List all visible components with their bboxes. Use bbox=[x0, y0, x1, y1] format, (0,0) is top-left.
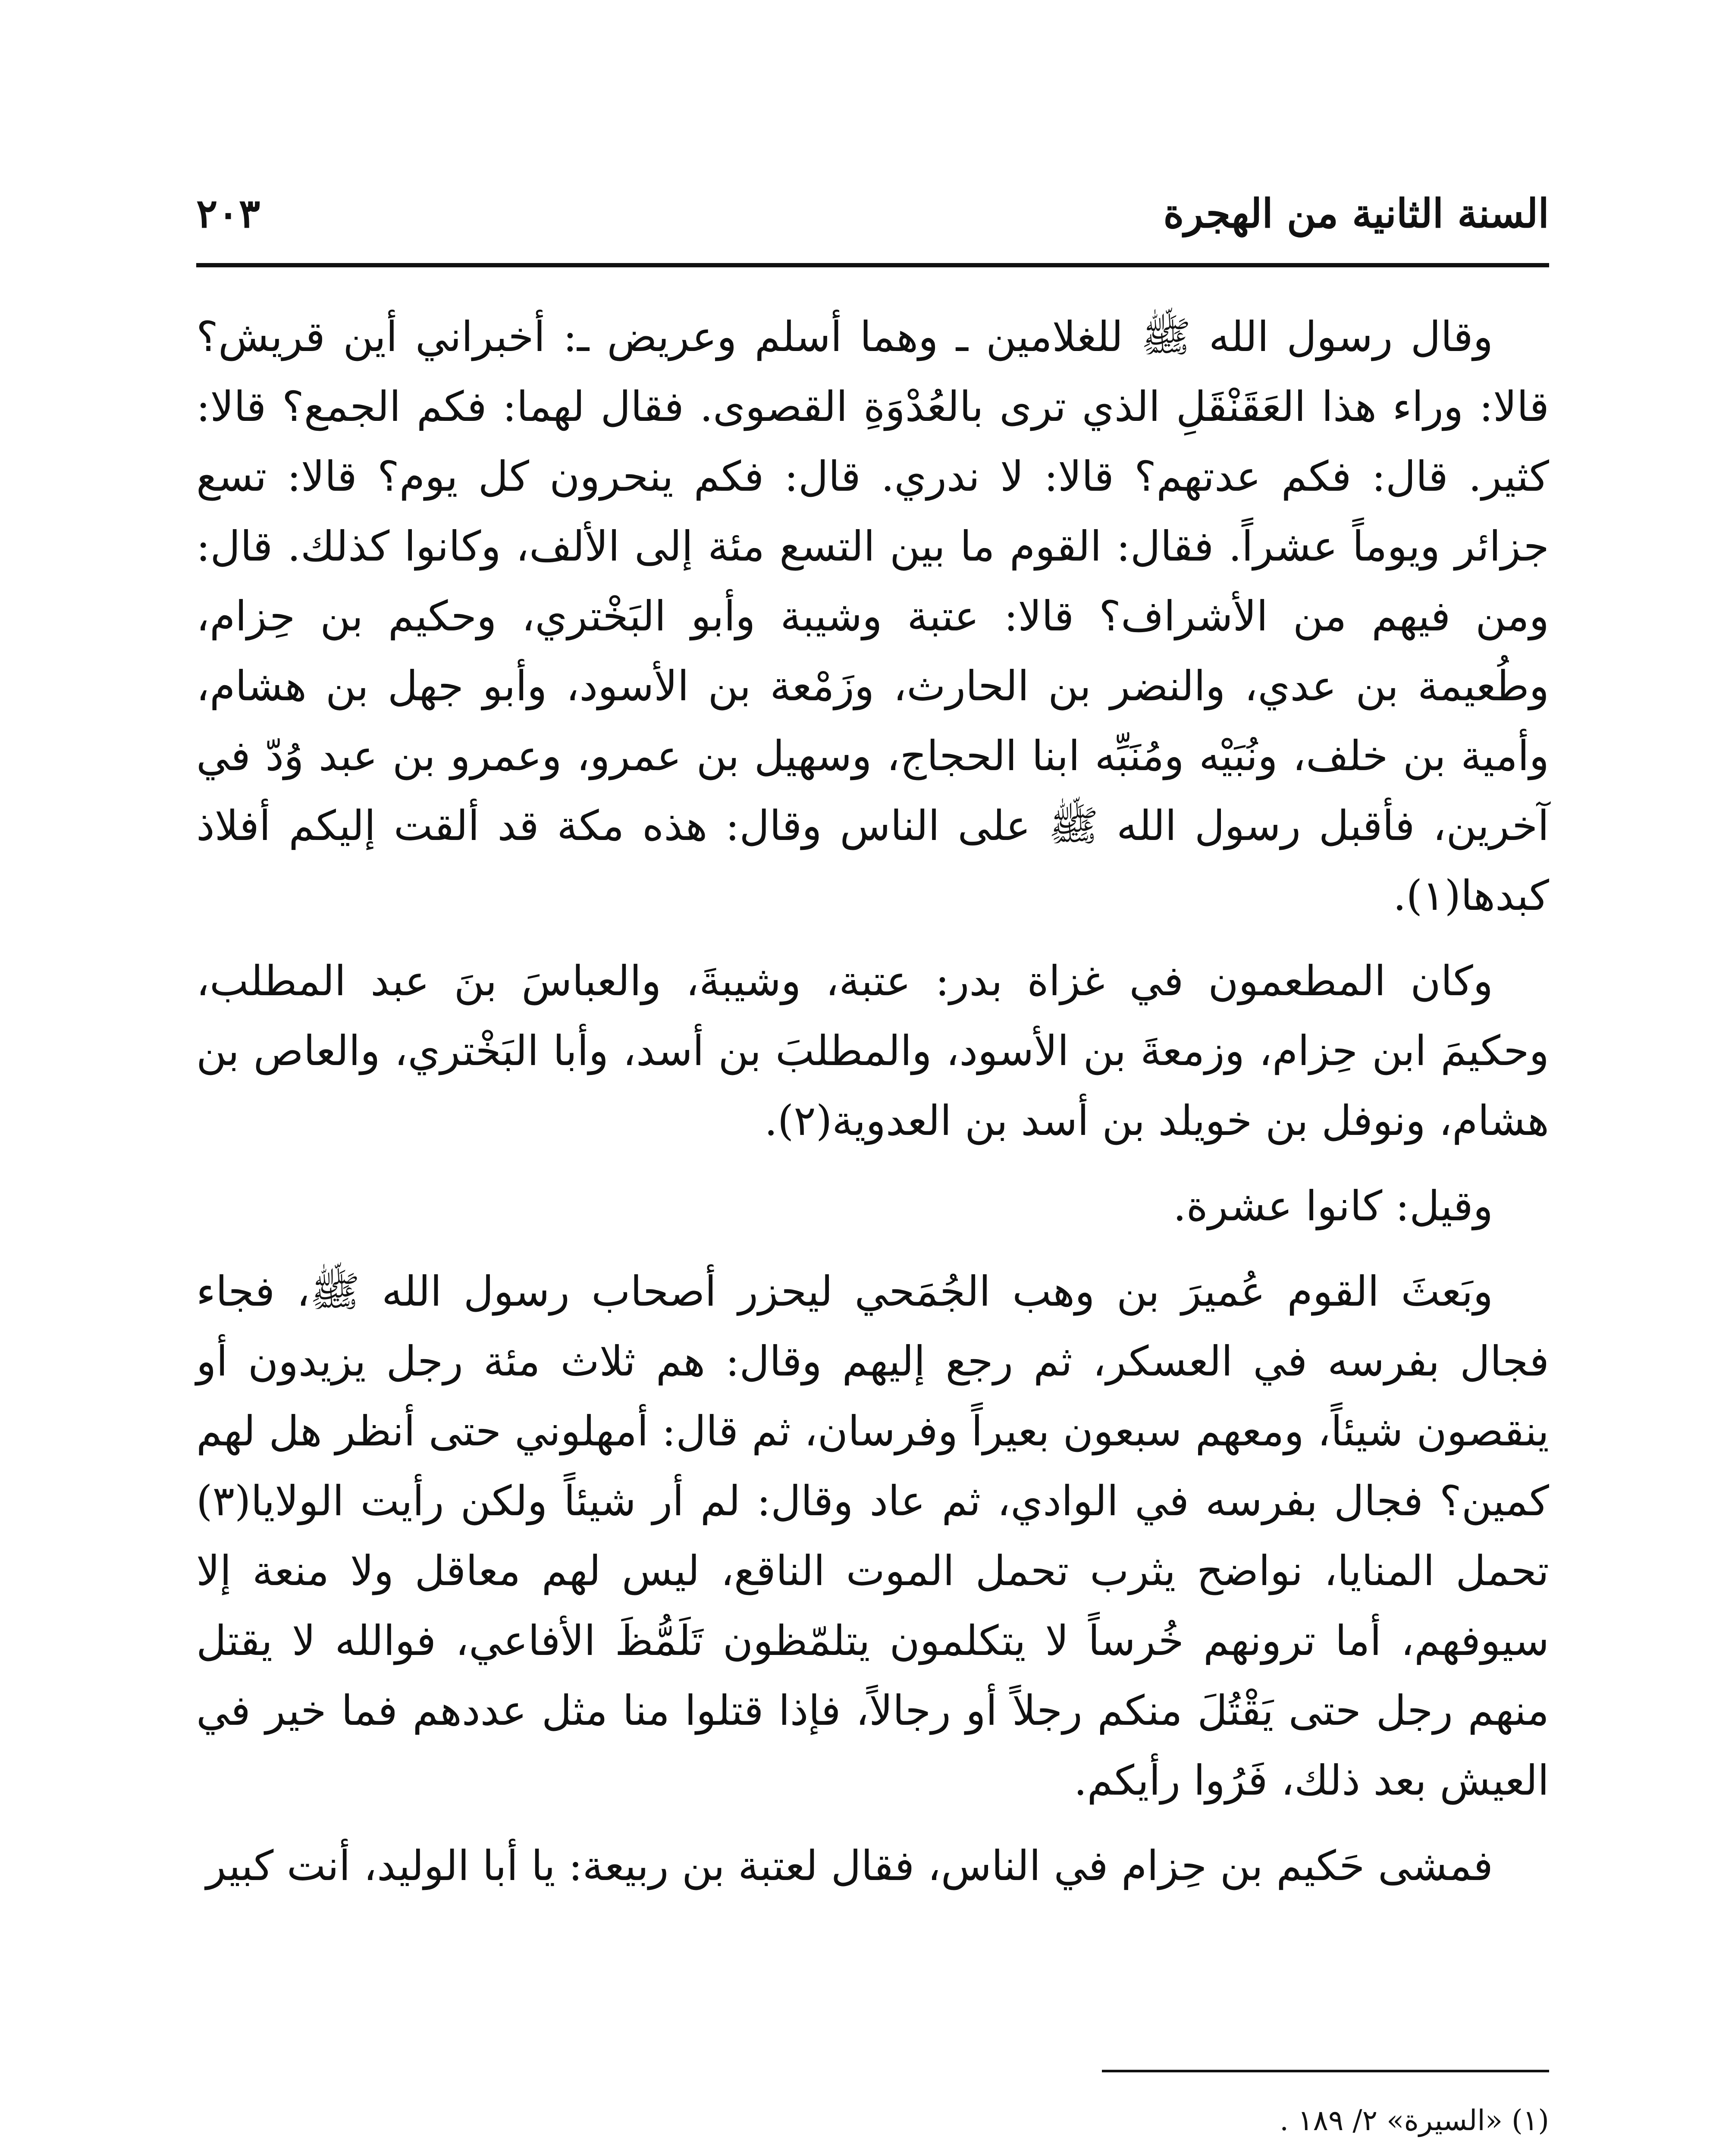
footnotes bbox=[196, 2096, 1549, 2156]
footnote-1: (١) «السيرة» ٢/ ١٨٩ . bbox=[1280, 2104, 1549, 2137]
page-header bbox=[196, 181, 1549, 267]
page-number: ٢٠٣ bbox=[196, 190, 260, 237]
main-text bbox=[196, 302, 1549, 1966]
paragraph-5: فمشى حَكيم بن حِزام في الناس، فقال لعتبة بن ربيعة: يا أبا الوليد، أنت كبير bbox=[206, 1842, 1493, 1890]
paragraph-1: وقال رسول الله ﷺ للغلامين ـ وهما أسلم وعريض ـ: أخبراني أين قريش؟ قالا: وراء هذا العَقَنْقَلِ الذي ترى بالعُدْوَةِ القصوى. فقال لهما: فكم الجمع؟ قالا: كثير. قال: فكم عدتهم؟ قالا: لا ندري. قال: فكم ينحرون كل يوم؟ قالا: تسع جزائر ويوماً عشراً. فقال: القوم ما بين التسع مئة إلى الألف، وكانوا كذلك. قال: ومن فيهم من الأشراف؟ قالا: عتبة وشيبة وأبو البَخْتري، وحكيم بن حِزام، وطُعيمة بن عدي، والنضر بن الحارث، وزَمْعة بن الأسود، وأبو جهل بن هشام، وأمية بن خلف، ونُبَيْه ومُنَبِّه ابنا الحجاج، وسهيل بن عمرو، وعمرو بن عبد وُدّ في آخرين، فأقبل رسول الله ﷺ على الناس وقال: هذه مكة قد ألقت إليكم أفلاذ كبدها(١). bbox=[196, 313, 1550, 920]
paragraph-2: وكان المطعمون في غزاة بدر: عتبة، وشيبةَ، والعباسَ بنَ عبد المطلب، وحكيمَ ابن حِزام، وزمعةَ بن الأسود، والمطلبَ بن أسد، وأبا البَخْتري، والعاص بن هشام، ونوفل بن خويلد بن أسد بن العدوية(٢). bbox=[196, 957, 1550, 1145]
footnote-rule bbox=[1102, 2070, 1549, 2072]
paragraph-3: وقيل: كانوا عشرة. bbox=[1173, 1182, 1493, 1230]
paragraph-4: وبَعثَ القوم عُميرَ بن وهب الجُمَحي ليحزر أصحاب رسول الله ﷺ، فجاء فجال بفرسه في العسكر، ثم رجع إليهم وقال: هم ثلاث مئة رجل يزيدون أو ينقصون شيئاً، ومعهم سبعون بعيراً وفرسان، ثم قال: أمهلوني حتى أنظر هل لهم كمين؟ فجال بفرسه في الوادي، ثم عاد وقال: لم أر شيئاً ولكن رأيت الولايا(٣) تحمل المنايا، نواضح يثرب تحمل الموت الناقع، ليس لهم معاقل ولا منعة إلا سيوفهم، أما ترونهم خُرساً لا يتكلمون يتلمّظون تَلَمُّظَ الأفاعي، فوالله لا يقتل منهم رجل حتى يَقْتُلَ منكم رجلاً أو رجالاً، فإذا قتلوا منا مثل عددهم فما خير في العيش بعد ذلك، فَرُوا رأيكم. bbox=[196, 1267, 1549, 1805]
header-rule bbox=[196, 263, 1549, 267]
running-title: السنة الثانية من الهجرة bbox=[1163, 190, 1549, 237]
